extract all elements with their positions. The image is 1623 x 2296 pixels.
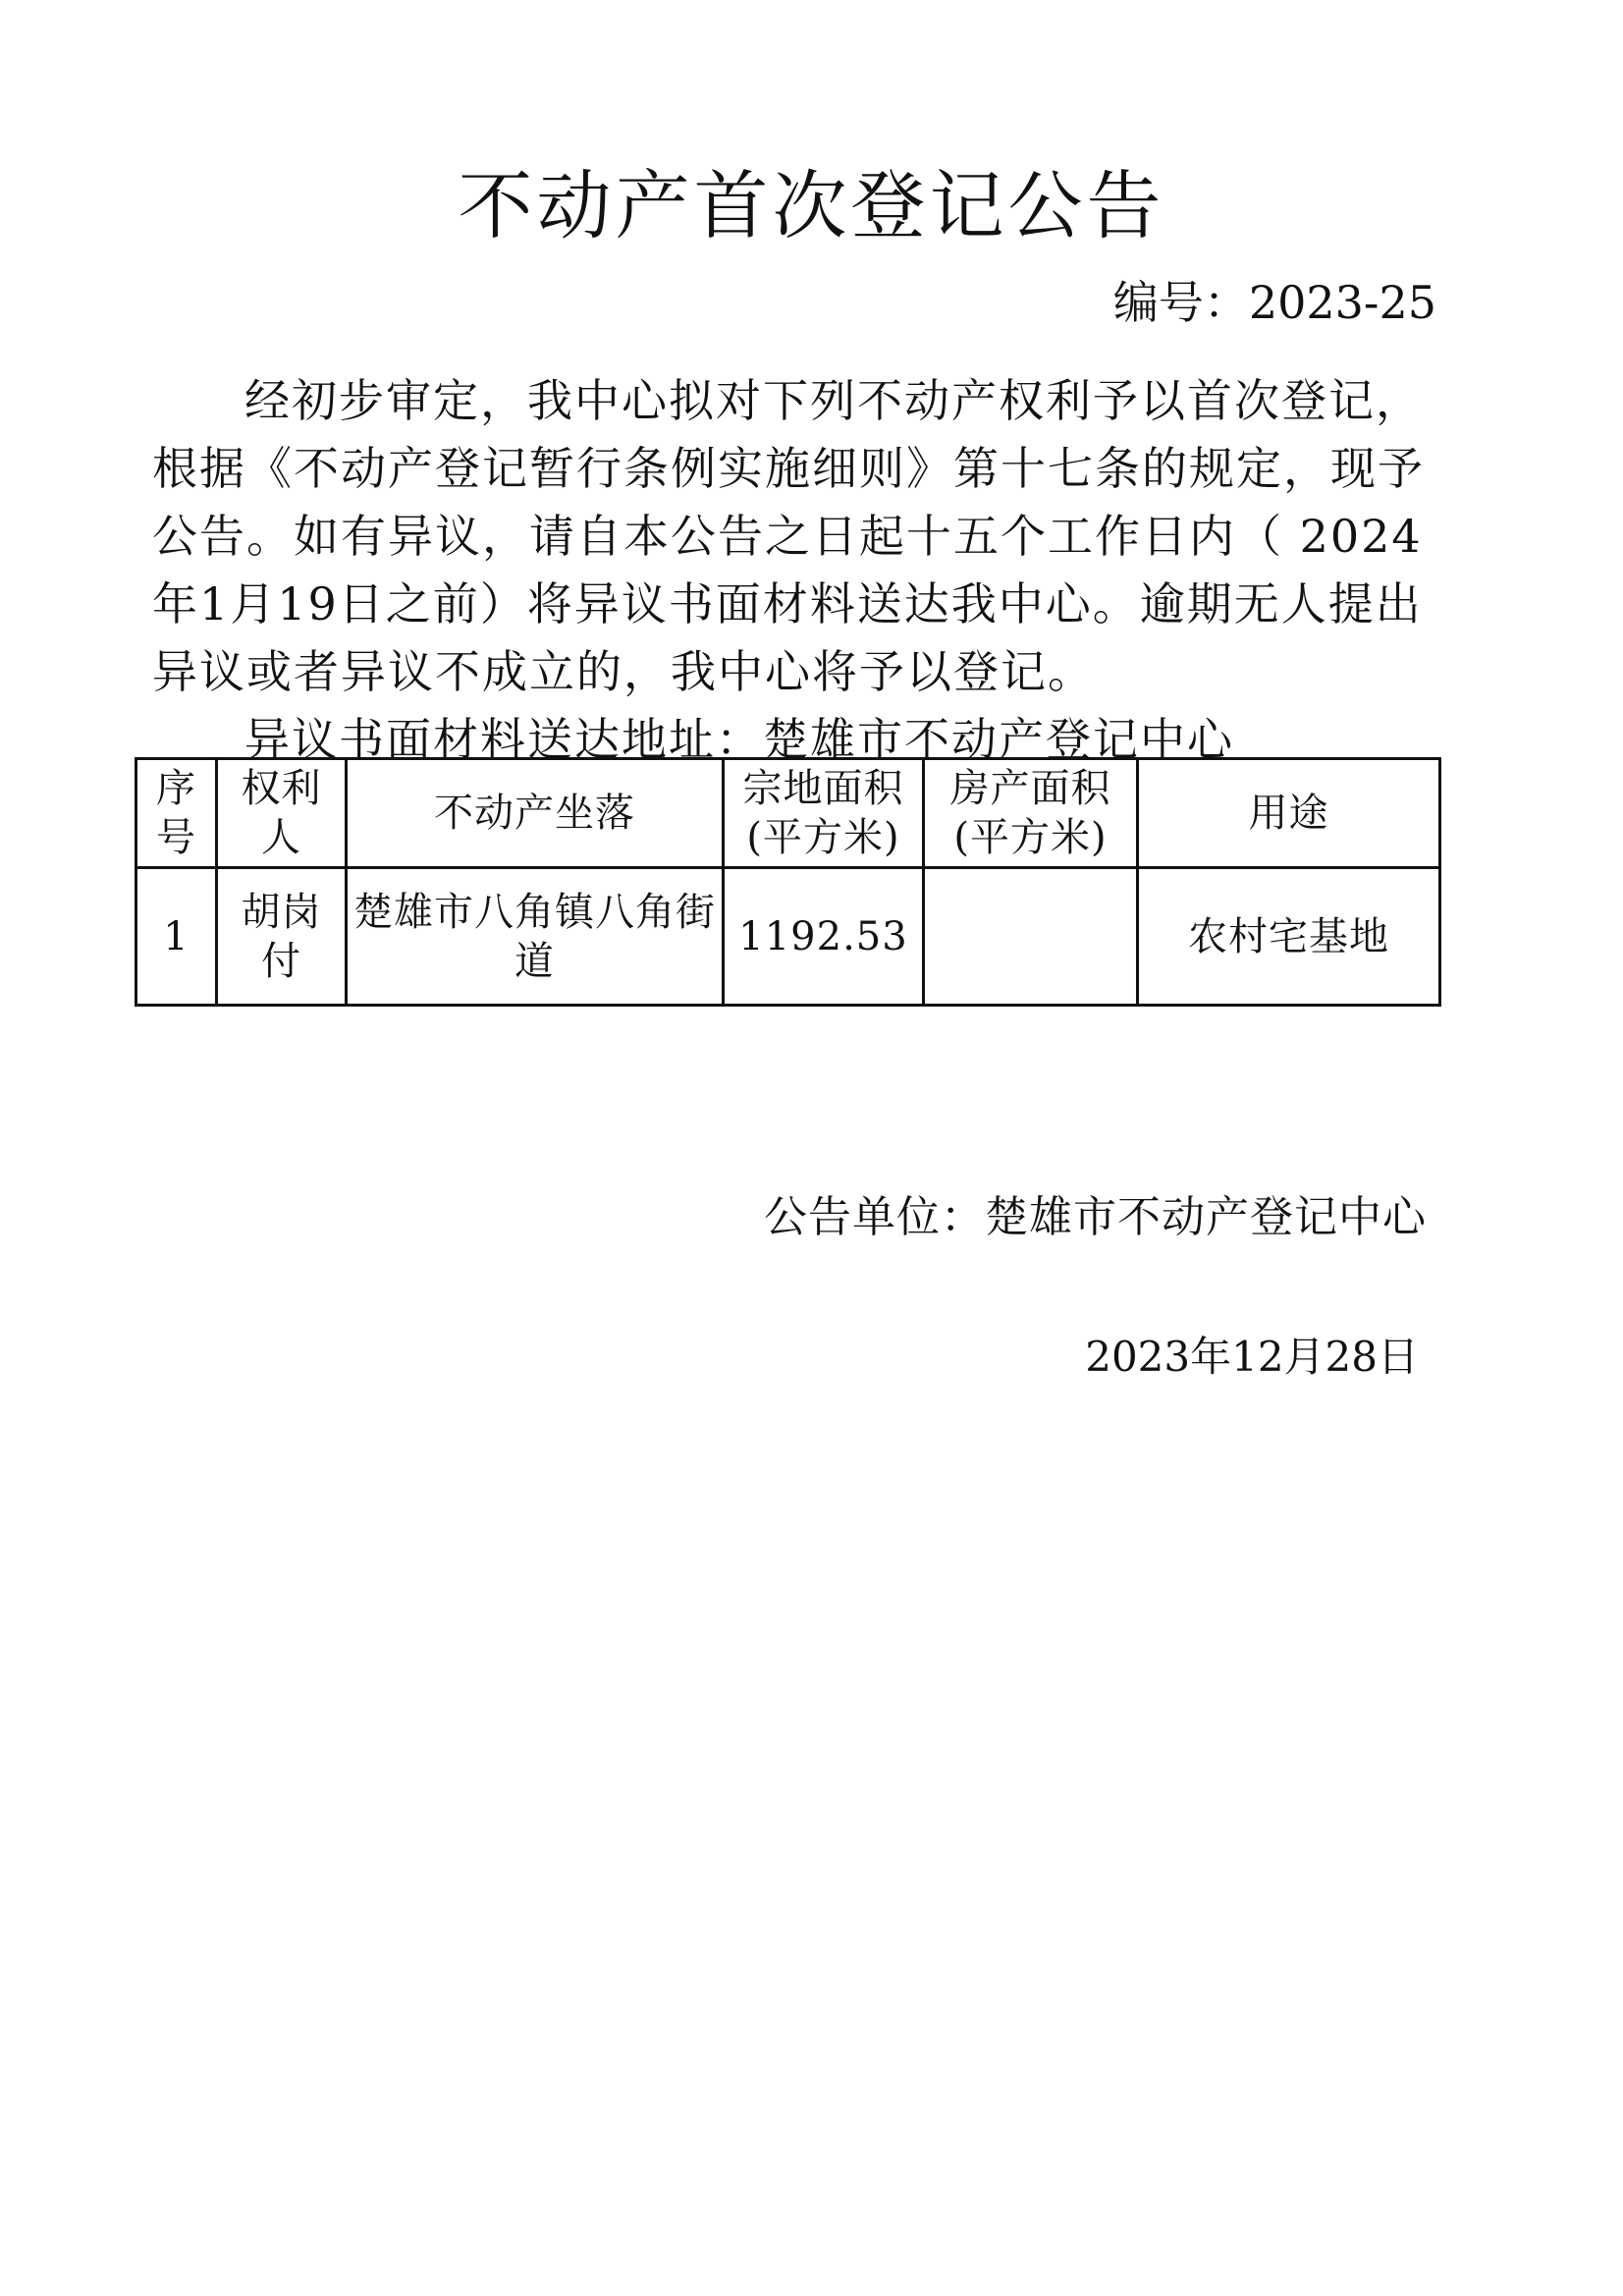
issue-date: 2023年12月28日 xyxy=(1085,1333,1419,1381)
cell-location: 楚雄市八角镇八角街道 xyxy=(347,868,724,1006)
cell-index: 1 xyxy=(136,868,217,1006)
header-building-area: 房产面积(平方米) xyxy=(924,759,1138,868)
registration-table xyxy=(135,757,1441,1007)
notice-title: 不动产首次登记公告 xyxy=(458,162,1165,249)
notice-paragraph: 经初步审定，我中心拟对下列不动产权利予以首次登记，根据《不动产登记暂行条例实施细则》第十七条的规定，现予公告。如有异议，请自本公告之日起十五个工作日内（ 2024 年1月19日之前）将异议书面材料送达我中心。逾期无人提出异议或者异议不成立的，我中心将予以登记。 xyxy=(152,374,1425,698)
header-land-area: 宗地面积(平方米) xyxy=(724,759,924,868)
issuer: 公告单位：楚雄市不动产登记中心 xyxy=(764,1192,1427,1242)
table-row xyxy=(136,868,1440,1006)
header-location: 不动产坐落 xyxy=(347,759,724,868)
header-owner: 权利人 xyxy=(217,759,347,868)
header-usage: 用途 xyxy=(1138,759,1440,868)
cell-owner: 胡岗付 xyxy=(217,868,347,1006)
cell-building-area xyxy=(924,868,1138,1006)
cell-usage: 农村宅基地 xyxy=(1138,868,1440,1006)
notice-body xyxy=(152,367,1429,774)
objection-address: 异议书面材料送达地址：楚雄市不动产登记中心 xyxy=(244,713,1234,766)
header-index: 序号 xyxy=(136,759,217,868)
cell-land-area: 1192.53 xyxy=(724,868,924,1006)
serial-number: 编号：2023-25 xyxy=(1112,276,1436,329)
table-header-row xyxy=(136,759,1440,868)
